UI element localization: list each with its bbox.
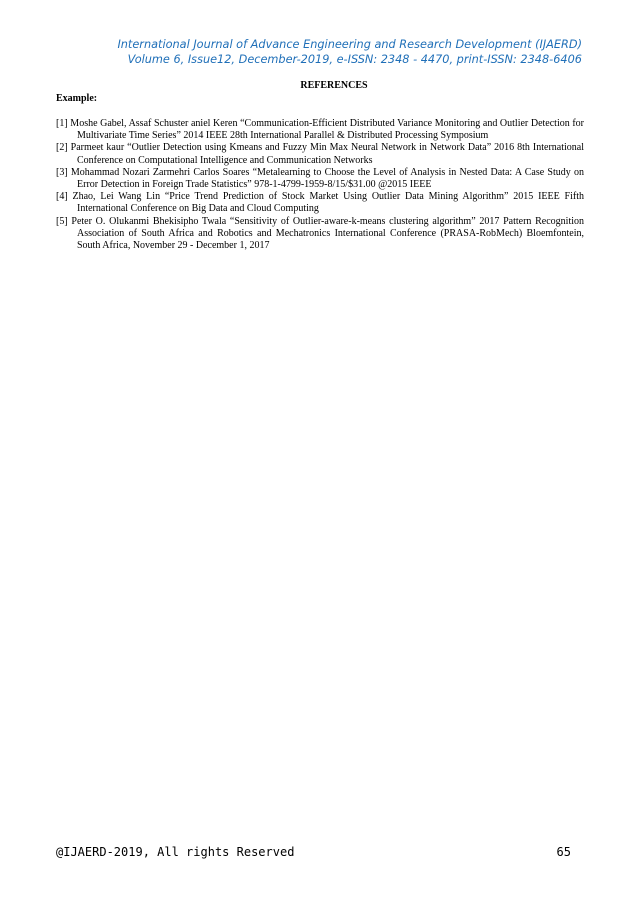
journal-volume-line: Volume 6, Issue12, December-2019, e-ISSN: 2348 - 4470, print-ISSN: 2348-6406	[127, 52, 582, 66]
footer-copyright: @IJAERD-2019, All rights Reserved	[56, 845, 295, 859]
reference-number: [1]	[56, 118, 68, 129]
reference-item	[56, 167, 584, 191]
reference-text: Mohammad Nozari Zarmehri Carlos Soares “Metalearning to Choose the Level of Analysis in Nested Data: A Case Study on Error Detection in Foreign Trade Statistics” 978-1-4799-1959-8/15/$31.00 @2015 IEEE	[70, 166, 584, 191]
reference-text: Moshe Gabel, Assaf Schuster aniel Keren “Communication-Efficient Distributed Variance Monitoring and Outlier Detection for Multivariate Time Series” 2014 IEEE 28th International Parallel & Distributed Processing Symposium	[70, 118, 585, 142]
journal-header	[117, 38, 582, 67]
reference-number: [4]	[56, 191, 68, 203]
reference-number: [2]	[56, 142, 68, 154]
reference-item	[56, 118, 584, 142]
footer-page-number: 65	[556, 845, 571, 859]
example-label: Example:	[56, 93, 98, 104]
reference-list	[56, 118, 584, 252]
journal-title-line: International Journal of Advance Engineering and Research Development (IJAERD)	[117, 38, 582, 51]
reference-item	[56, 142, 584, 166]
reference-text: Parmeet kaur “Outlier Detection using Kmeans and Fuzzy Min Max Neural Network in Network Data” 2016 8th International Conference on Computational Intelligence and Communication Networks	[70, 142, 584, 166]
reference-text: Peter O. Olukanmi Bhekisipho Twala “Sensitivity of Outlier-aware-k-means clustering algorithm” 2017 Pattern Recognition Association of South Africa and Robotics and Mechatronics International Conference (PRASA-RobMech) Bloemfontein, South Africa, November 29 - December 1, 2017	[71, 215, 585, 252]
reference-item	[56, 191, 584, 215]
reference-text: Zhao, Lei Wang Lin “Price Trend Prediction of Stock Market Using Outlier Data Mining Algorithm” 2015 IEEE Fifth International Conference on Big Data and Cloud Computing	[72, 191, 584, 215]
references-heading: REFERENCES	[300, 80, 368, 91]
reference-number: [5]	[56, 215, 68, 227]
reference-number: [3]	[56, 166, 68, 178]
reference-item	[56, 216, 584, 253]
